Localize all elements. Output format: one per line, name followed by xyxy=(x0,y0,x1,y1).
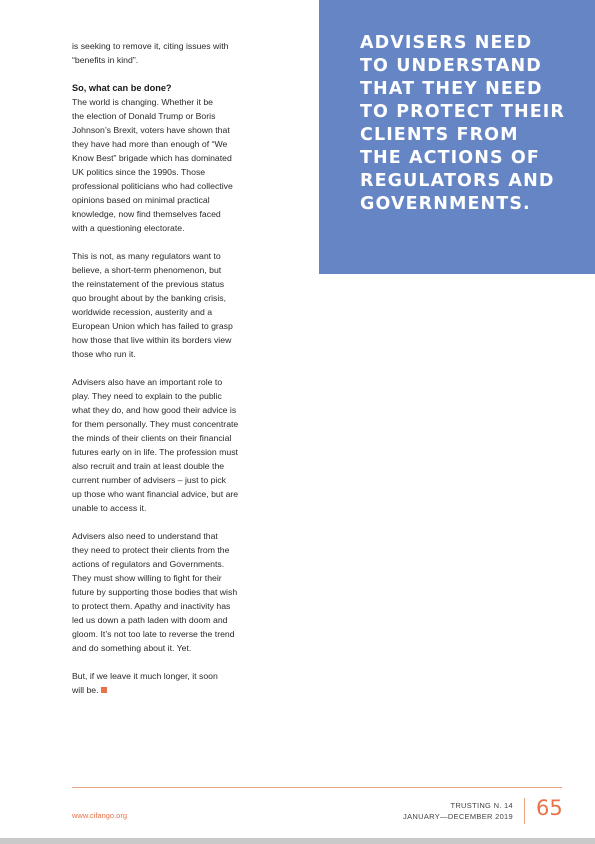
text-line: is seeking to remove it, citing issues with xyxy=(72,41,229,51)
text-line: the minds of their clients on their financial xyxy=(72,433,232,443)
text-line: they have had more than enough of “We xyxy=(72,139,228,149)
footer-issue-info xyxy=(403,800,513,822)
text-line: They must show willing to fight for their xyxy=(72,573,222,583)
text-line: Johnson’s Brexit, voters have shown that xyxy=(72,125,230,135)
text-line: gloom. It’s not too late to reverse the trend xyxy=(72,629,235,639)
paragraph-3 xyxy=(72,375,277,515)
text-line: unable to access it. xyxy=(72,503,147,513)
text-line: knowledge, now find themselves faced xyxy=(72,209,221,219)
paragraph-2 xyxy=(72,249,277,361)
text-line: how those that live within its borders view xyxy=(72,335,232,345)
pull-quote-line: GOVERNMENTS. xyxy=(360,194,531,214)
text-line: led us down a path laden with doom and xyxy=(72,615,228,625)
end-of-article-square-icon xyxy=(101,687,107,693)
article-column xyxy=(72,39,277,711)
text-line: also recruit and train at least double the xyxy=(72,461,225,471)
footer-divider xyxy=(72,787,562,788)
page-number: 65 xyxy=(536,796,563,820)
text-line: This is not, as many regulators want to xyxy=(72,251,221,261)
text-line: for them personally. They must concentrate xyxy=(72,419,239,429)
pull-quote-line: TO UNDERSTAND xyxy=(360,56,542,76)
text-line: the election of Donald Trump or Boris xyxy=(72,111,216,121)
text-line: Advisers also need to understand that xyxy=(72,531,218,541)
paragraph-5 xyxy=(72,669,277,697)
issue-dates: JANUARY—DECEMBER 2019 xyxy=(403,812,513,821)
paragraph-intro xyxy=(72,39,277,67)
text-line: those who run it. xyxy=(72,349,136,359)
text-line: UK politics since the 1990s. Those xyxy=(72,167,206,177)
text-line: professional politicians who had collective xyxy=(72,181,233,191)
text-line: the reinstatement of the previous status xyxy=(72,279,225,289)
text-line: actions of regulators and Governments. xyxy=(72,559,225,569)
pull-quote-text xyxy=(360,32,580,216)
pull-quote-line: THAT THEY NEED xyxy=(360,79,543,99)
pull-quote-line: CLIENTS FROM xyxy=(360,125,519,145)
text-line: play. They need to explain to the public xyxy=(72,391,222,401)
text-line: future by supporting those bodies that wish xyxy=(72,587,238,597)
text-line: opinions based on minimal practical xyxy=(72,195,210,205)
pull-quote-line: REGULATORS AND xyxy=(360,171,555,191)
pull-quote-line: ADVISERS NEED xyxy=(360,33,533,53)
text-line: futures early on in life. The profession must xyxy=(72,447,238,457)
pull-quote-line: THE ACTIONS OF xyxy=(360,148,540,168)
footer-website-link[interactable]: www.cifango.org xyxy=(72,811,128,820)
paragraph-1 xyxy=(72,95,277,235)
text-line: up those who want financial advice, but are xyxy=(72,489,239,499)
text-line: But, if we leave it much longer, it soon xyxy=(72,671,218,681)
issue-title: TRUSTING N. 14 xyxy=(450,801,513,810)
text-line: quo brought about by the banking crisis, xyxy=(72,293,227,303)
text-line: with a questioning electorate. xyxy=(72,223,185,233)
text-line: to protect them. Apathy and inactivity has xyxy=(72,601,231,611)
text-line: and do something about it. Yet. xyxy=(72,643,192,653)
footer-separator xyxy=(524,798,525,824)
text-line: The world is changing. Whether it be xyxy=(72,97,214,107)
text-line: they need to protect their clients from the xyxy=(72,545,230,555)
text-line: Advisers also have an important role to xyxy=(72,377,223,387)
page-bottom-edge xyxy=(0,838,595,844)
text-line: believe, a short-term phenomenon, but xyxy=(72,265,222,275)
pull-quote-box xyxy=(319,0,595,274)
text-line-end xyxy=(72,683,277,697)
text-line: worldwide recession, austerity and a xyxy=(72,307,213,317)
text-line: will be. xyxy=(72,685,99,695)
text-line: “benefits in kind”. xyxy=(72,55,139,65)
text-line: current number of advisers – just to pick xyxy=(72,475,227,485)
section-heading: So, what can be done? xyxy=(72,83,172,93)
pull-quote-line: TO PROTECT THEIR xyxy=(360,102,565,122)
text-line: Know Best” brigade which has dominated xyxy=(72,153,232,163)
text-line: European Union which has failed to grasp xyxy=(72,321,233,331)
text-line: what they do, and how good their advice is xyxy=(72,405,237,415)
paragraph-4 xyxy=(72,529,277,655)
